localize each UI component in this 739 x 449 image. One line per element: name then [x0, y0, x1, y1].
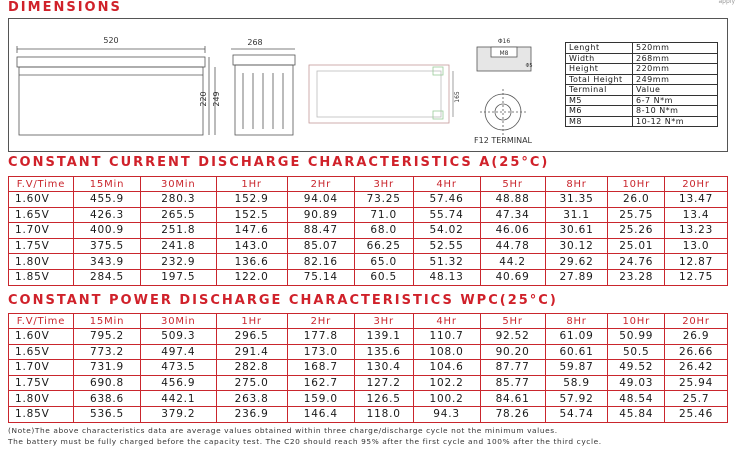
value-cell: 100.2 [413, 391, 480, 407]
column-header: 2Hr [287, 177, 354, 192]
value-cell: 509.3 [141, 329, 216, 345]
value-cell: 51.32 [413, 254, 480, 270]
value-cell: 251.8 [141, 223, 216, 239]
value-cell: 44.2 [480, 254, 545, 270]
column-header: F.V/Time [9, 177, 74, 192]
value-cell: 177.8 [287, 329, 354, 345]
terminal-detail [477, 47, 531, 135]
value-cell: 25.75 [608, 207, 665, 223]
value-cell: 12.75 [665, 269, 728, 285]
value-cell: 13.4 [665, 207, 728, 223]
value-cell: 13.23 [665, 223, 728, 239]
spec-row [566, 64, 718, 75]
value-cell: 40.69 [480, 269, 545, 285]
value-cell: 162.7 [287, 375, 354, 391]
value-cell: 25.46 [665, 406, 728, 422]
table-row [9, 391, 728, 407]
value-cell: 282.8 [216, 360, 287, 376]
value-cell: 47.34 [480, 207, 545, 223]
value-cell: 343.9 [73, 254, 140, 270]
value-cell: 94.3 [413, 406, 480, 422]
value-cell: 26.0 [608, 192, 665, 208]
value-cell: 90.89 [287, 207, 354, 223]
value-cell: 379.2 [141, 406, 216, 422]
dimensions-title: DIMENSIONS [8, 0, 122, 15]
column-header: 1Hr [216, 314, 287, 329]
value-cell: 57.92 [545, 391, 608, 407]
voltage-cell: 1.60V [9, 329, 74, 345]
value-cell: 30.12 [545, 238, 608, 254]
column-header: 4Hr [413, 314, 480, 329]
spec-row [566, 106, 718, 117]
value-cell: 536.5 [73, 406, 140, 422]
column-header: 4Hr [413, 177, 480, 192]
value-cell: 92.52 [480, 329, 545, 345]
value-cell: 296.5 [216, 329, 287, 345]
value-cell: 29.62 [545, 254, 608, 270]
value-cell: 126.5 [354, 391, 413, 407]
value-cell: 25.94 [665, 375, 728, 391]
spec-value: 520mm [633, 43, 718, 54]
spec-key: Total Height [566, 74, 633, 85]
value-cell: 241.8 [141, 238, 216, 254]
value-cell: 104.6 [413, 360, 480, 376]
spec-value: 6-7 N*m [633, 95, 718, 106]
value-cell: 263.8 [216, 391, 287, 407]
value-cell: 48.13 [413, 269, 480, 285]
value-cell: 26.42 [665, 360, 728, 376]
value-cell: 87.77 [480, 360, 545, 376]
column-header: 8Hr [545, 314, 608, 329]
value-cell: 54.74 [545, 406, 608, 422]
value-cell: 25.01 [608, 238, 665, 254]
value-cell: 265.5 [141, 207, 216, 223]
value-cell: 23.28 [608, 269, 665, 285]
value-cell: 59.87 [545, 360, 608, 376]
table-row [9, 192, 728, 208]
table-row [9, 360, 728, 376]
voltage-cell: 1.70V [9, 223, 74, 239]
value-cell: 275.0 [216, 375, 287, 391]
value-cell: 146.4 [287, 406, 354, 422]
spec-value: 8-10 N*m [633, 106, 718, 117]
voltage-cell: 1.80V [9, 391, 74, 407]
value-cell: 55.74 [413, 207, 480, 223]
value-cell: 139.1 [354, 329, 413, 345]
value-cell: 90.20 [480, 344, 545, 360]
terminal-caption: F12 TERMINAL [474, 136, 532, 145]
value-cell: 455.9 [73, 192, 140, 208]
value-cell: 12.87 [665, 254, 728, 270]
value-cell: 13.47 [665, 192, 728, 208]
value-cell: 31.1 [545, 207, 608, 223]
value-cell: 795.2 [73, 329, 140, 345]
value-cell: 65.0 [354, 254, 413, 270]
value-cell: 75.14 [287, 269, 354, 285]
spec-key: Height [566, 64, 633, 75]
value-cell: 426.3 [73, 207, 140, 223]
voltage-cell: 1.60V [9, 192, 74, 208]
value-cell: 400.9 [73, 223, 140, 239]
value-cell: 24.76 [608, 254, 665, 270]
value-cell: 48.54 [608, 391, 665, 407]
value-cell: 71.0 [354, 207, 413, 223]
value-cell: 773.2 [73, 344, 140, 360]
value-cell: 85.07 [287, 238, 354, 254]
value-cell: 73.25 [354, 192, 413, 208]
cpd-title: CONSTANT POWER DISCHARGE CHARACTERISTICS WPC(25°C) [8, 293, 558, 308]
table-row [9, 375, 728, 391]
spec-value: 249mm [633, 74, 718, 85]
value-cell: 135.6 [354, 344, 413, 360]
value-cell: 27.89 [545, 269, 608, 285]
table-row [9, 269, 728, 285]
value-cell: 44.78 [480, 238, 545, 254]
value-cell: 25.7 [665, 391, 728, 407]
front-view [17, 46, 215, 135]
side-view [231, 49, 295, 135]
side-dim-label: 165 [454, 91, 461, 103]
column-header: 30Min [141, 314, 216, 329]
value-cell: 130.4 [354, 360, 413, 376]
spec-row [566, 74, 718, 85]
value-cell: 54.02 [413, 223, 480, 239]
column-header: 5Hr [480, 314, 545, 329]
width-label: 268 [247, 38, 263, 47]
value-cell: 280.3 [141, 192, 216, 208]
column-header: 15Min [73, 177, 140, 192]
value-cell: 58.9 [545, 375, 608, 391]
column-header: 8Hr [545, 177, 608, 192]
value-cell: 690.8 [73, 375, 140, 391]
value-cell: 49.03 [608, 375, 665, 391]
spec-value: 10-12 N*m [633, 116, 718, 127]
value-cell: 102.2 [413, 375, 480, 391]
spec-row [566, 53, 718, 64]
spec-key: Width [566, 53, 633, 64]
value-cell: 25.26 [608, 223, 665, 239]
note-capacity-test: The battery must be fully charged before the capacity test. The C20 should reach 95% after the first cycle and 100% after the third cycle. [8, 437, 602, 446]
value-cell: 152.9 [216, 192, 287, 208]
top-clip-text: apply [718, 0, 735, 5]
voltage-cell: 1.75V [9, 238, 74, 254]
value-cell: 442.1 [141, 391, 216, 407]
column-header: 5Hr [480, 177, 545, 192]
value-cell: 52.55 [413, 238, 480, 254]
value-cell: 118.0 [354, 406, 413, 422]
table-row [9, 254, 728, 270]
ccd-table [8, 176, 728, 286]
value-cell: 13.0 [665, 238, 728, 254]
terminal-small-label: Φ5 [525, 63, 533, 69]
column-header: 10Hr [608, 177, 665, 192]
value-cell: 26.9 [665, 329, 728, 345]
spec-row [566, 116, 718, 127]
table-row [9, 207, 728, 223]
value-cell: 236.9 [216, 406, 287, 422]
spec-key: M5 [566, 95, 633, 106]
voltage-cell: 1.65V [9, 207, 74, 223]
value-cell: 232.9 [141, 254, 216, 270]
height-label: 220 [199, 91, 208, 107]
value-cell: 82.16 [287, 254, 354, 270]
value-cell: 78.26 [480, 406, 545, 422]
spec-row [566, 85, 718, 96]
value-cell: 136.6 [216, 254, 287, 270]
value-cell: 31.35 [545, 192, 608, 208]
value-cell: 168.7 [287, 360, 354, 376]
spec-value: 268mm [633, 53, 718, 64]
spec-table [565, 42, 718, 127]
column-header: F.V/Time [9, 314, 74, 329]
value-cell: 173.0 [287, 344, 354, 360]
value-cell: 57.46 [413, 192, 480, 208]
value-cell: 68.0 [354, 223, 413, 239]
length-label: 520 [103, 36, 119, 45]
ccd-title: CONSTANT CURRENT DISCHARGE CHARACTERISTICS A(25°C) [8, 155, 550, 170]
value-cell: 197.5 [141, 269, 216, 285]
spec-key: M8 [566, 116, 633, 127]
value-cell: 30.61 [545, 223, 608, 239]
value-cell: 84.61 [480, 391, 545, 407]
value-cell: 60.5 [354, 269, 413, 285]
table-row [9, 329, 728, 345]
voltage-cell: 1.75V [9, 375, 74, 391]
top-right-clip [669, 0, 739, 6]
spec-value: Value [633, 85, 718, 96]
spec-key: Terminal [566, 85, 633, 96]
value-cell: 48.88 [480, 192, 545, 208]
value-cell: 122.0 [216, 269, 287, 285]
value-cell: 143.0 [216, 238, 287, 254]
column-header: 2Hr [287, 314, 354, 329]
value-cell: 147.6 [216, 223, 287, 239]
voltage-cell: 1.70V [9, 360, 74, 376]
voltage-cell: 1.85V [9, 269, 74, 285]
value-cell: 159.0 [287, 391, 354, 407]
column-header: 15Min [73, 314, 140, 329]
column-header: 20Hr [665, 177, 728, 192]
spec-row [566, 43, 718, 54]
value-cell: 50.5 [608, 344, 665, 360]
value-cell: 46.06 [480, 223, 545, 239]
value-cell: 49.52 [608, 360, 665, 376]
value-cell: 456.9 [141, 375, 216, 391]
value-cell: 291.4 [216, 344, 287, 360]
column-header: 20Hr [665, 314, 728, 329]
spec-key: M6 [566, 106, 633, 117]
value-cell: 60.61 [545, 344, 608, 360]
value-cell: 26.66 [665, 344, 728, 360]
value-cell: 731.9 [73, 360, 140, 376]
spec-value: 220mm [633, 64, 718, 75]
value-cell: 50.99 [608, 329, 665, 345]
spec-row [566, 95, 718, 106]
value-cell: 497.4 [141, 344, 216, 360]
value-cell: 127.2 [354, 375, 413, 391]
column-header: 10Hr [608, 314, 665, 329]
table-row [9, 238, 728, 254]
value-cell: 152.5 [216, 207, 287, 223]
value-cell: 284.5 [73, 269, 140, 285]
terminal-dia-label: Φ16 [497, 38, 511, 45]
table-row [9, 406, 728, 422]
value-cell: 61.09 [545, 329, 608, 345]
value-cell: 108.0 [413, 344, 480, 360]
table-row [9, 223, 728, 239]
value-cell: 85.77 [480, 375, 545, 391]
voltage-cell: 1.65V [9, 344, 74, 360]
column-header: 30Min [141, 177, 216, 192]
value-cell: 638.6 [73, 391, 140, 407]
spec-key: Lenght [566, 43, 633, 54]
cpd-table [8, 313, 728, 423]
voltage-cell: 1.80V [9, 254, 74, 270]
column-header: 3Hr [354, 314, 413, 329]
column-header: 3Hr [354, 177, 413, 192]
value-cell: 375.5 [73, 238, 140, 254]
value-cell: 88.47 [287, 223, 354, 239]
value-cell: 110.7 [413, 329, 480, 345]
terminal-bolt-label: M8 [499, 50, 509, 57]
value-cell: 473.5 [141, 360, 216, 376]
value-cell: 45.84 [608, 406, 665, 422]
table-row [9, 344, 728, 360]
top-view [309, 65, 453, 123]
value-cell: 66.25 [354, 238, 413, 254]
voltage-cell: 1.85V [9, 406, 74, 422]
value-cell: 94.04 [287, 192, 354, 208]
note-averages: (Note)The above characteristics data are average values obtained within three charge/discharge cycle not the minimum values. [8, 426, 558, 435]
column-header: 1Hr [216, 177, 287, 192]
total-height-label: 249 [212, 91, 221, 107]
